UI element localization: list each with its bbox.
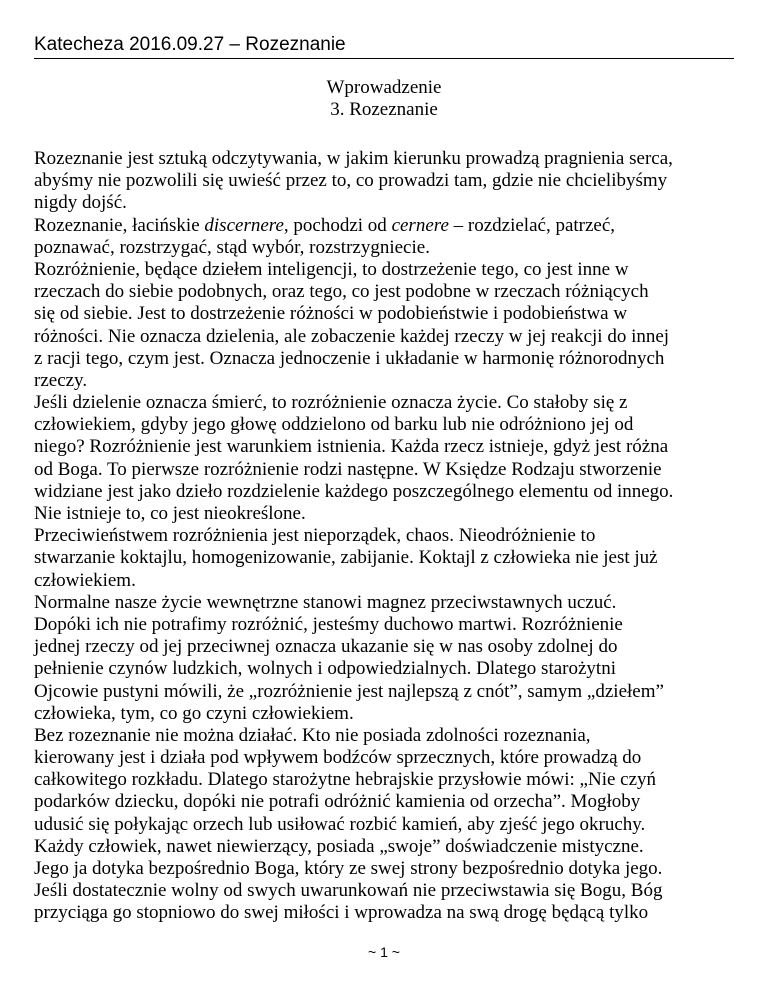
heading-line-introduction: Wprowadzenie [326, 77, 442, 98]
body-line: rzeczy. [34, 369, 88, 391]
body-line: Dopóki ich nie potrafimy rozróżnić, jesteśmy duchowo martwi. Rozróżnienie [34, 613, 623, 635]
body-line: poznawać, rozstrzygać, stąd wybór, rozstrzygniecie. [34, 236, 430, 258]
body-line: Rozeznanie, łacińskie discernere, pochodzi od cernere – rozdzielać, patrzeć, [34, 214, 616, 236]
body-line: człowiekiem. [34, 569, 136, 591]
body-line: Przeciwieństwem rozróżnienia jest nieporządek, chaos. Nieodróżnienie to [34, 525, 596, 547]
latin-term: cernere [391, 214, 449, 236]
body-line: od Boga. To pierwsze rozróżnienie rodzi następne. W Księdze Rodzaju stworzenie [34, 458, 662, 480]
body-line: nigdy dojść. [34, 192, 127, 214]
body-line: człowieka, tym, co go czyni człowiekiem. [34, 702, 354, 724]
body-line: różności. Nie oznacza dzielenia, ale zobaczenie każdej rzeczy w jej reakcji do innej [34, 325, 670, 347]
body-line: człowiekiem, gdyby jego głowę oddzielono od barku lub nie odróżniono jej od [34, 414, 634, 436]
body-line: Rozróżnienie, będące dziełem inteligencji, to dostrzeżenie tego, co jest inne w [34, 258, 629, 280]
body-line: udusić się połykając orzech lub usiłować rozbić kamień, aby zjeść jego okruchy. [34, 813, 646, 835]
body-line: Rozeznanie jest sztuką odczytywania, w jakim kierunku prowadzą pragnienia serca, [34, 148, 673, 169]
body-line: Normalne nasze życie wewnętrzne stanowi magnez przeciwstawnych uczuć. [34, 591, 617, 613]
body-line: niego? Rozróżnienie jest warunkiem istnienia. Każda rzecz istnieje, gdyż jest różna [34, 436, 669, 458]
body-line: Jeśli dostatecznie wolny od swych uwarunkowań nie przeciwstawia się Bogu, Bóg [34, 880, 663, 902]
body-line: podarków dziecku, dopóki nie potrafi odróżnić kamienia od orzecha”. Mogłoby [34, 791, 641, 813]
body-line: się od siebie. Jest to dostrzeżenie różności w podobieństwie i podobieństwa w [34, 303, 628, 325]
body-line: rzeczach do siebie podobnych, oraz tego, co jest podobne w rzeczach różniących [34, 281, 649, 303]
body-line: Jego ja dotyka bezpośrednio Boga, który ze swej strony bezpośrednio dotyka jego. [34, 858, 663, 879]
document-header: Katecheza 2016.09.27 – Rozeznanie [34, 34, 346, 55]
body-line: Każdy człowiek, nawet niewierzący, posiada „swoje” doświadczenie mistyczne. [34, 835, 644, 857]
body-line: widziane jest jako dzieło rozdzielenie każdego poszczególnego elementu od innego. [34, 480, 674, 502]
body-line: kierowany jest i działa pod wpływem bodźców sprzecznych, które prowadzą do [34, 747, 642, 769]
body-line: z racji tego, czym jest. Oznacza jednoczenie i układanie w harmonię różnorodnych [34, 347, 665, 369]
body-text [34, 148, 746, 925]
latin-term: discernere [204, 214, 284, 236]
body-line: przyciąga go stopniowo do swej miłości i wprowadza na swą drogę będącą tylko [34, 902, 649, 924]
body-line: całkowitego rozkładu. Dlatego starożytne hebrajskie przysłowie mówi: „Nie czyń [34, 769, 657, 791]
body-line: Ojcowie pustyni mówili, że „rozróżnienie jest najlepszą z cnót”, samym „dziełem” [34, 680, 664, 702]
section-heading [0, 77, 768, 121]
body-line: Jeśli dzielenie oznacza śmierć, to rozróżnienie oznacza życie. Co stałoby się z [34, 392, 628, 414]
page-number: ~ 1 ~ [368, 944, 400, 960]
body-line: abyśmy nie pozwolili się uwieść przez to, co prowadzi tam, gdzie nie chcielibyśmy [34, 170, 668, 192]
header-divider [34, 58, 734, 59]
body-line: stwarzanie koktajlu, homogenizowanie, zabijanie. Koktajl z człowieka nie jest już [34, 547, 658, 569]
body-line: Nie istnieje to, co jest nieokreślone. [34, 503, 306, 524]
body-line: jednej rzeczy od jej przeciwnej oznacza ukazanie się w nas osoby zdolnej do [34, 636, 618, 658]
body-line: Bez rozeznanie nie można działać. Kto nie posiada zdolności rozeznania, [34, 724, 591, 746]
body-line: pełnienie czynów ludzkich, wolnych i odpowiedzialnych. Dlatego starożytni [34, 658, 616, 680]
heading-line-section-title: 3. Rozeznanie [330, 99, 438, 120]
